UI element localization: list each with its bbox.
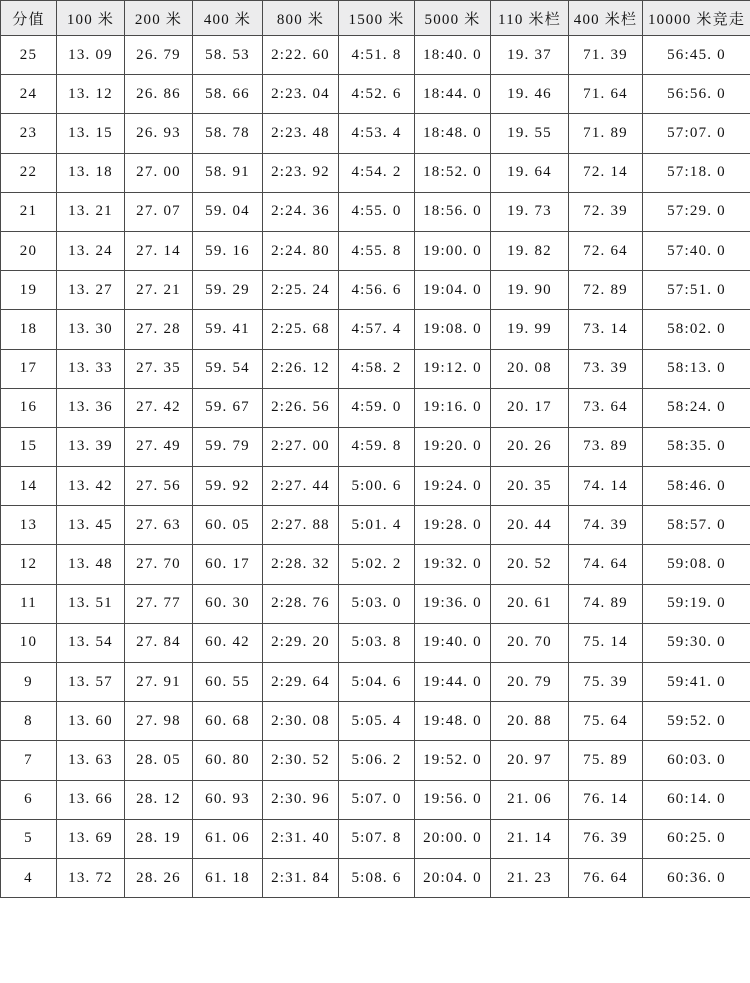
table-cell: 20. 70: [491, 623, 569, 662]
table-cell: 13. 54: [57, 623, 125, 662]
row-score-cell: 20: [1, 231, 57, 270]
table-cell: 57:51. 0: [643, 271, 750, 310]
row-score-cell: 19: [1, 271, 57, 310]
row-score-cell: 25: [1, 36, 57, 75]
table-cell: 27. 56: [125, 467, 193, 506]
table-cell: 75. 39: [569, 663, 643, 702]
table-cell: 2:29. 64: [263, 663, 339, 702]
table-row: [1, 114, 750, 153]
row-score-cell: 16: [1, 388, 57, 427]
table-cell: 18:56. 0: [415, 192, 491, 231]
table-cell: 4:53. 4: [339, 114, 415, 153]
table-cell: 72. 39: [569, 192, 643, 231]
table-cell: 2:24. 36: [263, 192, 339, 231]
table-cell: 20. 35: [491, 467, 569, 506]
table-cell: 60. 05: [193, 506, 263, 545]
table-cell: 13. 48: [57, 545, 125, 584]
table-cell: 5:02. 2: [339, 545, 415, 584]
table-cell: 71. 39: [569, 36, 643, 75]
table-cell: 19:16. 0: [415, 388, 491, 427]
table-cell: 74. 64: [569, 545, 643, 584]
table-cell: 13. 63: [57, 741, 125, 780]
row-score-cell: 18: [1, 310, 57, 349]
table-cell: 57:29. 0: [643, 192, 750, 231]
table-cell: 19:56. 0: [415, 780, 491, 819]
table-cell: 2:31. 84: [263, 858, 339, 897]
table-cell: 13. 42: [57, 467, 125, 506]
table-cell: 27. 14: [125, 231, 193, 270]
table-cell: 20:04. 0: [415, 858, 491, 897]
table-header: [1, 1, 750, 36]
table-cell: 60:03. 0: [643, 741, 750, 780]
table-cell: 18:40. 0: [415, 36, 491, 75]
table-cell: 26. 93: [125, 114, 193, 153]
table-cell: 19:32. 0: [415, 545, 491, 584]
table-cell: 60:36. 0: [643, 858, 750, 897]
table-cell: 76. 14: [569, 780, 643, 819]
table-cell: 2:26. 56: [263, 388, 339, 427]
table-cell: 13. 51: [57, 584, 125, 623]
table-cell: 4:52. 6: [339, 75, 415, 114]
table-cell: 59. 29: [193, 271, 263, 310]
table-cell: 18:52. 0: [415, 153, 491, 192]
table-cell: 58. 66: [193, 75, 263, 114]
table-cell: 21. 14: [491, 819, 569, 858]
table-cell: 57:40. 0: [643, 231, 750, 270]
table-cell: 20. 61: [491, 584, 569, 623]
table-cell: 27. 77: [125, 584, 193, 623]
table-cell: 58:57. 0: [643, 506, 750, 545]
table-cell: 13. 27: [57, 271, 125, 310]
table-cell: 5:06. 2: [339, 741, 415, 780]
column-header-10000m-walk: 10000 米竞走: [643, 1, 750, 36]
table-cell: 58. 78: [193, 114, 263, 153]
table-cell: 4:59. 0: [339, 388, 415, 427]
table-cell: 13. 39: [57, 427, 125, 466]
table-cell: 20. 08: [491, 349, 569, 388]
table-cell: 58. 53: [193, 36, 263, 75]
table-row: [1, 467, 750, 506]
table-cell: 60. 55: [193, 663, 263, 702]
table-row: [1, 623, 750, 662]
table-cell: 60. 80: [193, 741, 263, 780]
table-cell: 21. 23: [491, 858, 569, 897]
table-cell: 58:02. 0: [643, 310, 750, 349]
table-cell: 13. 45: [57, 506, 125, 545]
table-cell: 13. 18: [57, 153, 125, 192]
table-cell: 2:28. 76: [263, 584, 339, 623]
column-header-110m-hurdles: 110 米栏: [491, 1, 569, 36]
table-cell: 27. 42: [125, 388, 193, 427]
table-cell: 5:03. 0: [339, 584, 415, 623]
table-cell: 60. 17: [193, 545, 263, 584]
row-score-cell: 4: [1, 858, 57, 897]
table-row: [1, 231, 750, 270]
table-cell: 4:58. 2: [339, 349, 415, 388]
table-cell: 73. 39: [569, 349, 643, 388]
table-cell: 19. 73: [491, 192, 569, 231]
table-cell: 27. 21: [125, 271, 193, 310]
table-cell: 19. 90: [491, 271, 569, 310]
table-cell: 19:52. 0: [415, 741, 491, 780]
table-cell: 19. 99: [491, 310, 569, 349]
table-cell: 5:07. 0: [339, 780, 415, 819]
row-score-cell: 7: [1, 741, 57, 780]
table-cell: 2:30. 96: [263, 780, 339, 819]
row-score-cell: 15: [1, 427, 57, 466]
table-cell: 20. 44: [491, 506, 569, 545]
table-cell: 19:20. 0: [415, 427, 491, 466]
table-cell: 13. 24: [57, 231, 125, 270]
table-cell: 4:54. 2: [339, 153, 415, 192]
table-cell: 59. 16: [193, 231, 263, 270]
table-cell: 74. 89: [569, 584, 643, 623]
table-cell: 28. 12: [125, 780, 193, 819]
table-cell: 2:30. 08: [263, 702, 339, 741]
table-cell: 13. 33: [57, 349, 125, 388]
table-cell: 21. 06: [491, 780, 569, 819]
table-row: [1, 388, 750, 427]
table-row: [1, 663, 750, 702]
table-cell: 61. 06: [193, 819, 263, 858]
table-cell: 28. 19: [125, 819, 193, 858]
table-cell: 26. 79: [125, 36, 193, 75]
table-cell: 75. 64: [569, 702, 643, 741]
table-cell: 19:48. 0: [415, 702, 491, 741]
column-header-score: 分值: [1, 1, 57, 36]
table-cell: 59. 54: [193, 349, 263, 388]
table-cell: 13. 60: [57, 702, 125, 741]
table-cell: 27. 63: [125, 506, 193, 545]
table-cell: 56:56. 0: [643, 75, 750, 114]
row-score-cell: 14: [1, 467, 57, 506]
table-row: [1, 545, 750, 584]
table-cell: 4:55. 8: [339, 231, 415, 270]
table-cell: 27. 49: [125, 427, 193, 466]
table-cell: 2:23. 48: [263, 114, 339, 153]
table-cell: 19:40. 0: [415, 623, 491, 662]
table-cell: 27. 35: [125, 349, 193, 388]
table-cell: 60. 42: [193, 623, 263, 662]
column-header-100m: 100 米: [57, 1, 125, 36]
table-cell: 60. 30: [193, 584, 263, 623]
table-cell: 5:00. 6: [339, 467, 415, 506]
table-cell: 60:14. 0: [643, 780, 750, 819]
table-cell: 4:51. 8: [339, 36, 415, 75]
table-cell: 57:07. 0: [643, 114, 750, 153]
row-score-cell: 8: [1, 702, 57, 741]
table-cell: 27. 91: [125, 663, 193, 702]
table-cell: 59. 67: [193, 388, 263, 427]
table-cell: 5:01. 4: [339, 506, 415, 545]
table-cell: 20:00. 0: [415, 819, 491, 858]
table-row: [1, 858, 750, 897]
table-cell: 20. 79: [491, 663, 569, 702]
column-header-400m: 400 米: [193, 1, 263, 36]
table-cell: 59. 92: [193, 467, 263, 506]
row-score-cell: 13: [1, 506, 57, 545]
table-cell: 27. 98: [125, 702, 193, 741]
table-cell: 57:18. 0: [643, 153, 750, 192]
table-cell: 18:44. 0: [415, 75, 491, 114]
table-cell: 71. 64: [569, 75, 643, 114]
row-score-cell: 12: [1, 545, 57, 584]
table-cell: 73. 89: [569, 427, 643, 466]
table-cell: 4:57. 4: [339, 310, 415, 349]
table-cell: 76. 39: [569, 819, 643, 858]
table-cell: 58. 91: [193, 153, 263, 192]
table-cell: 13. 36: [57, 388, 125, 427]
table-cell: 28. 26: [125, 858, 193, 897]
row-score-cell: 6: [1, 780, 57, 819]
table-cell: 2:26. 12: [263, 349, 339, 388]
table-cell: 59:30. 0: [643, 623, 750, 662]
table-cell: 13. 12: [57, 75, 125, 114]
table-cell: 58:35. 0: [643, 427, 750, 466]
table-cell: 59:19. 0: [643, 584, 750, 623]
table-row: [1, 780, 750, 819]
table-cell: 13. 66: [57, 780, 125, 819]
table-cell: 5:03. 8: [339, 623, 415, 662]
table-cell: 18:48. 0: [415, 114, 491, 153]
table-cell: 19. 64: [491, 153, 569, 192]
table-cell: 75. 89: [569, 741, 643, 780]
row-score-cell: 10: [1, 623, 57, 662]
table-cell: 19:44. 0: [415, 663, 491, 702]
table-cell: 76. 64: [569, 858, 643, 897]
table-cell: 19:08. 0: [415, 310, 491, 349]
table-cell: 19:04. 0: [415, 271, 491, 310]
row-score-cell: 24: [1, 75, 57, 114]
table-cell: 20. 88: [491, 702, 569, 741]
table-cell: 2:30. 52: [263, 741, 339, 780]
table-cell: 2:27. 44: [263, 467, 339, 506]
table-cell: 13. 69: [57, 819, 125, 858]
table-row: [1, 819, 750, 858]
column-header-200m: 200 米: [125, 1, 193, 36]
table-cell: 4:56. 6: [339, 271, 415, 310]
table-row: [1, 310, 750, 349]
table-cell: 59. 41: [193, 310, 263, 349]
table-cell: 5:08. 6: [339, 858, 415, 897]
table-row: [1, 271, 750, 310]
table-cell: 20. 17: [491, 388, 569, 427]
table-cell: 2:22. 60: [263, 36, 339, 75]
table-cell: 19:28. 0: [415, 506, 491, 545]
table-cell: 2:23. 92: [263, 153, 339, 192]
row-score-cell: 17: [1, 349, 57, 388]
table-cell: 20. 52: [491, 545, 569, 584]
table-cell: 59. 79: [193, 427, 263, 466]
row-score-cell: 11: [1, 584, 57, 623]
column-header-400m-hurdles: 400 米栏: [569, 1, 643, 36]
table-cell: 59. 04: [193, 192, 263, 231]
row-score-cell: 21: [1, 192, 57, 231]
table-row: [1, 427, 750, 466]
table-cell: 4:55. 0: [339, 192, 415, 231]
table-cell: 59:41. 0: [643, 663, 750, 702]
table-cell: 74. 14: [569, 467, 643, 506]
table-row: [1, 702, 750, 741]
table-cell: 71. 89: [569, 114, 643, 153]
table-cell: 26. 86: [125, 75, 193, 114]
table-cell: 13. 72: [57, 858, 125, 897]
table-row: [1, 349, 750, 388]
table-row: [1, 741, 750, 780]
table-cell: 20. 26: [491, 427, 569, 466]
table-cell: 13. 15: [57, 114, 125, 153]
table-cell: 59:08. 0: [643, 545, 750, 584]
table-row: [1, 192, 750, 231]
table-cell: 13. 09: [57, 36, 125, 75]
column-header-1500m: 1500 米: [339, 1, 415, 36]
table-cell: 28. 05: [125, 741, 193, 780]
table-row: [1, 36, 750, 75]
table-cell: 27. 84: [125, 623, 193, 662]
table-cell: 2:29. 20: [263, 623, 339, 662]
table-cell: 19:36. 0: [415, 584, 491, 623]
table-cell: 13. 57: [57, 663, 125, 702]
table-cell: 74. 39: [569, 506, 643, 545]
table-cell: 2:25. 24: [263, 271, 339, 310]
table-cell: 5:05. 4: [339, 702, 415, 741]
table-body: [1, 36, 750, 898]
table-cell: 19:00. 0: [415, 231, 491, 270]
column-header-5000m: 5000 米: [415, 1, 491, 36]
table-cell: 72. 89: [569, 271, 643, 310]
table-cell: 72. 14: [569, 153, 643, 192]
table-cell: 19. 46: [491, 75, 569, 114]
row-score-cell: 22: [1, 153, 57, 192]
table-cell: 60. 93: [193, 780, 263, 819]
table-cell: 5:07. 8: [339, 819, 415, 858]
table-cell: 27. 00: [125, 153, 193, 192]
table-cell: 58:13. 0: [643, 349, 750, 388]
table-cell: 2:31. 40: [263, 819, 339, 858]
table-cell: 20. 97: [491, 741, 569, 780]
table-cell: 61. 18: [193, 858, 263, 897]
table-cell: 19. 55: [491, 114, 569, 153]
table-cell: 19. 37: [491, 36, 569, 75]
table-cell: 2:25. 68: [263, 310, 339, 349]
table-cell: 2:23. 04: [263, 75, 339, 114]
table-cell: 2:27. 88: [263, 506, 339, 545]
table-cell: 4:59. 8: [339, 427, 415, 466]
row-score-cell: 5: [1, 819, 57, 858]
table-cell: 19. 82: [491, 231, 569, 270]
table-cell: 73. 64: [569, 388, 643, 427]
table-header-row: [1, 1, 750, 36]
table-cell: 58:46. 0: [643, 467, 750, 506]
table-cell: 13. 21: [57, 192, 125, 231]
table-row: [1, 584, 750, 623]
row-score-cell: 9: [1, 663, 57, 702]
table-cell: 2:24. 80: [263, 231, 339, 270]
table-row: [1, 75, 750, 114]
table-cell: 60. 68: [193, 702, 263, 741]
table-cell: 19:12. 0: [415, 349, 491, 388]
table-row: [1, 153, 750, 192]
table-cell: 60:25. 0: [643, 819, 750, 858]
table-cell: 2:28. 32: [263, 545, 339, 584]
table-cell: 75. 14: [569, 623, 643, 662]
table-cell: 27. 07: [125, 192, 193, 231]
table-cell: 58:24. 0: [643, 388, 750, 427]
table-cell: 2:27. 00: [263, 427, 339, 466]
table-cell: 27. 28: [125, 310, 193, 349]
table-cell: 27. 70: [125, 545, 193, 584]
table-cell: 56:45. 0: [643, 36, 750, 75]
table-cell: 72. 64: [569, 231, 643, 270]
table-cell: 59:52. 0: [643, 702, 750, 741]
table-row: [1, 506, 750, 545]
table-cell: 73. 14: [569, 310, 643, 349]
table-cell: 5:04. 6: [339, 663, 415, 702]
row-score-cell: 23: [1, 114, 57, 153]
table-cell: 19:24. 0: [415, 467, 491, 506]
column-header-800m: 800 米: [263, 1, 339, 36]
table-cell: 13. 30: [57, 310, 125, 349]
